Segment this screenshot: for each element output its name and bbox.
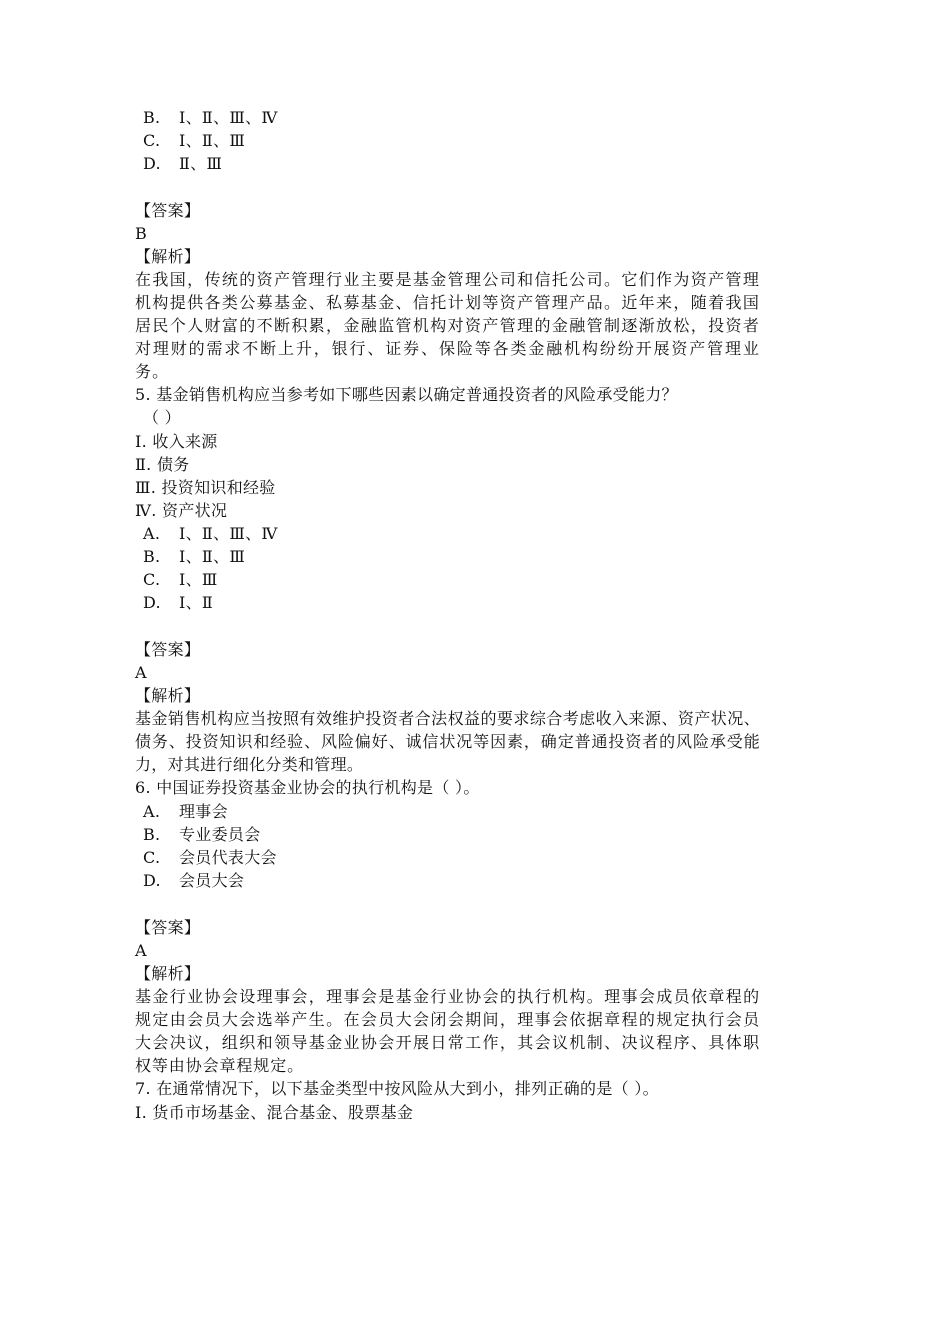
question-5-option-b: B. Ⅰ、Ⅱ、Ⅲ: [143, 547, 246, 566]
question-5-item-1: Ⅰ. 收入来源: [135, 432, 218, 451]
analysis-label: 【解析】: [135, 247, 201, 266]
question-6-analysis-text: 基金行业协会设理事会，理事会是基金行业协会的执行机构。理事会成员依章程的规定由会员大会选举产生。在会员大会闭会期间，理事会依据章程的规定执行会员大会决议，组织和领导基金业协会开展日常工作，其会议机制、决议程序、具体职权等由协会章程规定。: [135, 987, 760, 1075]
option-c: C. Ⅰ、Ⅱ、Ⅲ: [143, 131, 246, 150]
question-5-option-a: A. Ⅰ、Ⅱ、Ⅲ、Ⅳ: [143, 524, 278, 543]
question-5-item-3: Ⅲ. 投资知识和经验: [135, 478, 276, 497]
question-7-item-1: Ⅰ. 货币市场基金、混合基金、股票基金: [135, 1103, 414, 1122]
question-6-analysis-label: 【解析】: [135, 964, 201, 983]
question-7-stem: 7. 在通常情况下，以下基金类型中按风险从大到小，排列正确的是（ ）。: [135, 1079, 659, 1098]
question-5-analysis-text: 基金销售机构应当按照有效维护投资者合法权益的要求综合考虑收入来源、资产状况、债务、投资知识和经验、风险偏好、诚信状况等因素，确定普通投资者的风险承受能力，对其进行细化分类和管理。: [135, 709, 760, 774]
question-5-stem: 5. 基金销售机构应当参考如下哪些因素以确定普通投资者的风险承受能力？: [135, 385, 678, 404]
question-6-option-b: B. 专业委员会: [143, 825, 261, 844]
question-6-answer-label: 【答案】: [135, 918, 201, 937]
question-6-stem: 6. 中国证券投资基金业协会的执行机构是（ ）。: [135, 778, 480, 797]
question-5-answer-label: 【答案】: [135, 640, 201, 659]
question-5-item-2: Ⅱ. 债务: [135, 455, 190, 474]
question-5-analysis-label: 【解析】: [135, 686, 201, 705]
question-6-option-a: A. 理事会: [143, 802, 228, 821]
question-5-option-c: C. Ⅰ、Ⅲ: [143, 570, 218, 589]
answer-value: B: [135, 224, 148, 243]
analysis-text: 在我国，传统的资产管理行业主要是基金管理公司和信托公司。它们作为资产管理机构提供各类公募基金、私募基金、信托计划等资产管理产品。近年来，随着我国居民个人财富的不断积累，金融监管机构对资产管理的金融管制逐渐放松，投资者对理财的需求不断上升，银行、证券、保险等各类金融机构纷纷开展资产管理业务。: [135, 270, 760, 381]
option-b: B. Ⅰ、Ⅱ、Ⅲ、Ⅳ: [143, 108, 278, 127]
question-5-option-d: D. Ⅰ、Ⅱ: [143, 593, 214, 612]
answer-label: 【答案】: [135, 201, 201, 220]
option-d: D. Ⅱ、Ⅲ: [143, 154, 223, 173]
question-5-blank: （ ）: [143, 408, 181, 427]
question-6-answer-value: A: [135, 941, 147, 960]
question-6-option-d: D. 会员大会: [143, 871, 245, 890]
question-5-item-4: Ⅳ. 资产状况: [135, 501, 228, 520]
question-5-answer-value: A: [135, 663, 147, 682]
question-6-option-c: C. 会员代表大会: [143, 848, 277, 867]
